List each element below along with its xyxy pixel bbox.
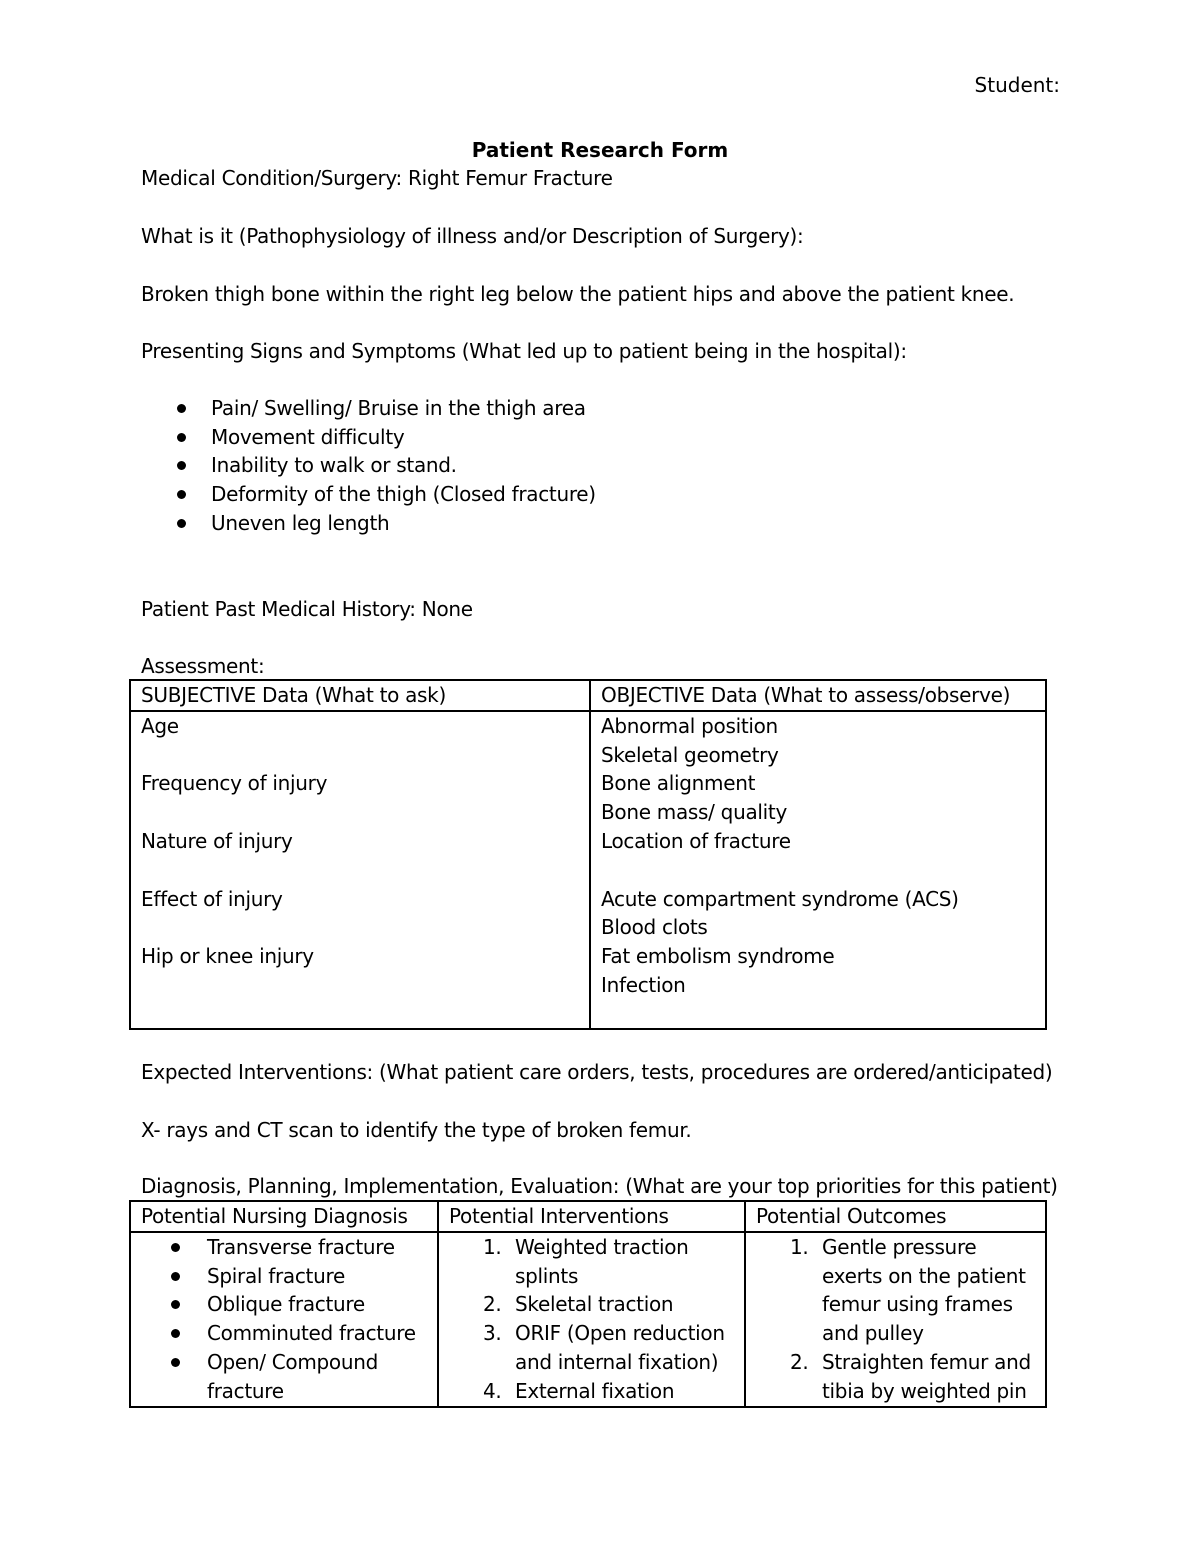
objective-cell [590, 711, 1046, 1029]
objective-item: Bone alignment [601, 771, 756, 796]
potential-interventions-header: Potential Interventions [438, 1201, 745, 1232]
student-label: Student: [974, 73, 1060, 97]
subjective-item: Nature of injury [141, 828, 293, 853]
subjective-header: SUBJECTIVE Data (What to ask) [130, 680, 590, 711]
potential-outcomes-header: Potential Outcomes [745, 1201, 1046, 1232]
list-item: Movement difficulty [141, 423, 596, 452]
objective-item: Abnormal position [601, 713, 778, 738]
table-header-row [130, 1201, 1046, 1232]
list-item: 1. Gentle pressure exerts on the patient femur using frames and pulley [790, 1234, 1026, 1346]
list-item: Comminuted fracture [135, 1319, 431, 1348]
what-is-it-label: What is it (Pathophysiology of illness and/or Description of Surgery): [141, 224, 804, 248]
medical-condition: Medical Condition/Surgery: Right Femur Fracture [141, 166, 613, 190]
table-header-row [130, 680, 1046, 711]
subjective-item: Frequency of injury [141, 771, 328, 796]
list-item: Inability to walk or stand. [141, 451, 596, 480]
subjective-item: Hip or knee injury [141, 944, 314, 969]
what-is-it-answer: Broken thigh bone within the right leg below the patient hips and above the patient knee. [141, 282, 1015, 306]
list-item: 1. Weighted traction splints [483, 1234, 689, 1288]
nursing-diagnosis-header: Potential Nursing Diagnosis [130, 1201, 438, 1232]
form-title: Patient Research Form [471, 138, 729, 162]
list-item: Uneven leg length [141, 509, 596, 538]
list-item: 3. ORIF (Open reduction and internal fixation) [483, 1321, 725, 1374]
diagnosis-table [129, 1200, 1047, 1408]
list-item: Oblique fracture [135, 1290, 431, 1319]
objective-item: Infection [601, 972, 686, 997]
diagnosis-label: Diagnosis, Planning, Implementation, Evaluation: (What are your top priorities for this patient) [141, 1174, 1058, 1198]
objective-item: Acute compartment syndrome (ACS) [601, 886, 959, 911]
past-medical-history: Patient Past Medical History: None [141, 597, 473, 621]
table-row [130, 711, 1046, 1029]
objective-item: Location of fracture [601, 828, 791, 853]
interventions-label: Expected Interventions: (What patient care orders, tests, procedures are ordered/anticipated) [141, 1060, 1053, 1084]
list-item: 2. Skeletal traction [483, 1292, 674, 1317]
assessment-label: Assessment: [141, 654, 265, 678]
list-item: Transverse fracture [135, 1233, 431, 1262]
list-item: 2. Straighten femur and tibia by weighted pin [790, 1349, 1031, 1403]
list-item: 4. External fixation [483, 1378, 675, 1403]
subjective-item: Effect of injury [141, 886, 283, 911]
table-row [130, 1232, 1046, 1407]
objective-header: OBJECTIVE Data (What to assess/observe) [590, 680, 1046, 711]
list-item: Pain/ Swelling/ Bruise in the thigh area [141, 394, 596, 423]
subjective-item: Age [141, 713, 179, 738]
objective-item: Bone mass/ quality [601, 800, 787, 825]
objective-item: Blood clots [601, 915, 708, 940]
potential-interventions-cell [438, 1232, 745, 1407]
nursing-diagnosis-cell [130, 1232, 438, 1407]
list-item: Spiral fracture [135, 1262, 431, 1291]
assessment-table [129, 679, 1047, 1030]
signs-list [141, 394, 596, 538]
objective-item: Fat embolism syndrome [601, 944, 835, 969]
potential-outcomes-cell [745, 1232, 1046, 1407]
interventions-answer: X- rays and CT scan to identify the type of broken femur. [141, 1118, 692, 1142]
list-item: Open/ Compound fracture [135, 1348, 431, 1406]
subjective-cell [130, 711, 590, 1029]
objective-item: Skeletal geometry [601, 742, 779, 767]
signs-label: Presenting Signs and Symptoms (What led up to patient being in the hospital): [141, 339, 907, 363]
list-item: Deformity of the thigh (Closed fracture) [141, 480, 596, 509]
